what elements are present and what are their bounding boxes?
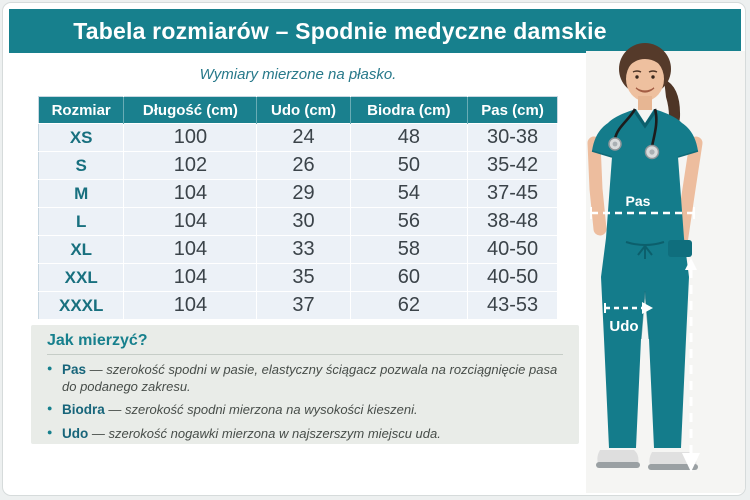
value-cell: 37: [257, 292, 350, 320]
value-cell: 40-50: [468, 236, 558, 264]
value-cell: 43-53: [468, 292, 558, 320]
value-cell: 40-50: [468, 264, 558, 292]
value-cell: 30-38: [468, 124, 558, 152]
measure-term: Biodra: [62, 402, 105, 418]
page-title: Tabela rozmiarów – Spodnie medyczne damskie: [73, 18, 607, 44]
right-eye: [651, 75, 654, 78]
table-row: [39, 264, 558, 292]
value-cell: 104: [124, 208, 257, 236]
size-cell: S: [39, 152, 124, 180]
measure-list: [47, 362, 563, 443]
value-cell: 58: [350, 236, 468, 264]
size-cell: XS: [39, 124, 124, 152]
divider: [47, 354, 563, 355]
col-pas: Pas (cm): [468, 97, 558, 124]
value-cell: 33: [257, 236, 350, 264]
neck: [638, 96, 652, 110]
value-cell: 30: [257, 208, 350, 236]
model-photo: [586, 39, 746, 493]
thigh-label: Udo: [609, 318, 639, 335]
table-row: [39, 208, 558, 236]
value-cell: 26: [257, 152, 350, 180]
size-cell: M: [39, 180, 124, 208]
col-biodra: Biodra (cm): [350, 97, 468, 124]
table-row: [39, 236, 558, 264]
measure-item: [47, 426, 563, 443]
table-row: [39, 152, 558, 180]
stethoscope-diaphragm-right: [649, 149, 654, 154]
stethoscope-diaphragm-left: [613, 142, 618, 147]
left-sole: [596, 462, 640, 468]
value-cell: 29: [257, 180, 350, 208]
value-cell: 104: [124, 264, 257, 292]
value-cell: 35: [257, 264, 350, 292]
waist-label: Pas: [625, 193, 651, 209]
how-to-measure-box: [31, 325, 579, 444]
measurement-note: Wymiary mierzone na płasko.: [199, 66, 397, 83]
value-cell: 54: [350, 180, 468, 208]
measure-term: Pas: [62, 362, 87, 377]
value-cell: 56: [350, 208, 468, 236]
how-to-measure-title: Jak mierzyć?: [47, 332, 148, 349]
size-table-body: [39, 124, 558, 320]
table-row: [39, 180, 558, 208]
value-cell: 104: [124, 236, 257, 264]
right-arm: [594, 143, 600, 229]
size-table-header: [39, 97, 558, 124]
bullet-dot-icon: ●: [47, 427, 53, 437]
col-rozmiar: Rozmiar: [39, 97, 124, 124]
bullet-dot-icon: ●: [47, 403, 53, 414]
value-cell: 104: [124, 292, 257, 320]
value-cell: 37-45: [468, 180, 558, 208]
size-cell: XL: [39, 236, 124, 264]
measure-item: [47, 362, 563, 395]
left-eye: [635, 75, 638, 78]
table-row: [39, 292, 558, 320]
value-cell: 62: [350, 292, 468, 320]
header-row: [39, 97, 558, 124]
size-chart-card: [2, 2, 746, 496]
value-cell: 38-48: [468, 208, 558, 236]
bullet-dot-icon: ●: [47, 363, 53, 373]
measure-item: [47, 402, 563, 419]
value-cell: 50: [350, 152, 468, 180]
value-cell: 100: [124, 124, 257, 152]
value-cell: 104: [124, 180, 257, 208]
size-table: [38, 96, 558, 320]
measure-description: — szerokość nogawki mierzona w najszerszym miejscu uda.: [91, 426, 441, 441]
value-cell: 60: [350, 264, 468, 292]
value-cell: 102: [124, 152, 257, 180]
col-dlugosc: Długość (cm): [124, 97, 257, 124]
size-cell: XXXL: [39, 292, 124, 320]
pocket: [668, 240, 692, 257]
value-cell: 35-42: [468, 152, 558, 180]
size-cell: L: [39, 208, 124, 236]
value-cell: 48: [350, 124, 468, 152]
measure-description: — szerokość spodni w pasie, elastyczny ściągacz pozwala na rozciągnięcie pasa do podanego zakresu.: [62, 362, 558, 394]
value-cell: 24: [257, 124, 350, 152]
col-udo: Udo (cm): [257, 97, 350, 124]
measure-description: — szerokość spodni mierzona na wysokości kieszeni.: [108, 402, 418, 418]
size-cell: XXL: [39, 264, 124, 292]
table-row: [39, 124, 558, 152]
measure-term: Udo: [62, 426, 89, 441]
